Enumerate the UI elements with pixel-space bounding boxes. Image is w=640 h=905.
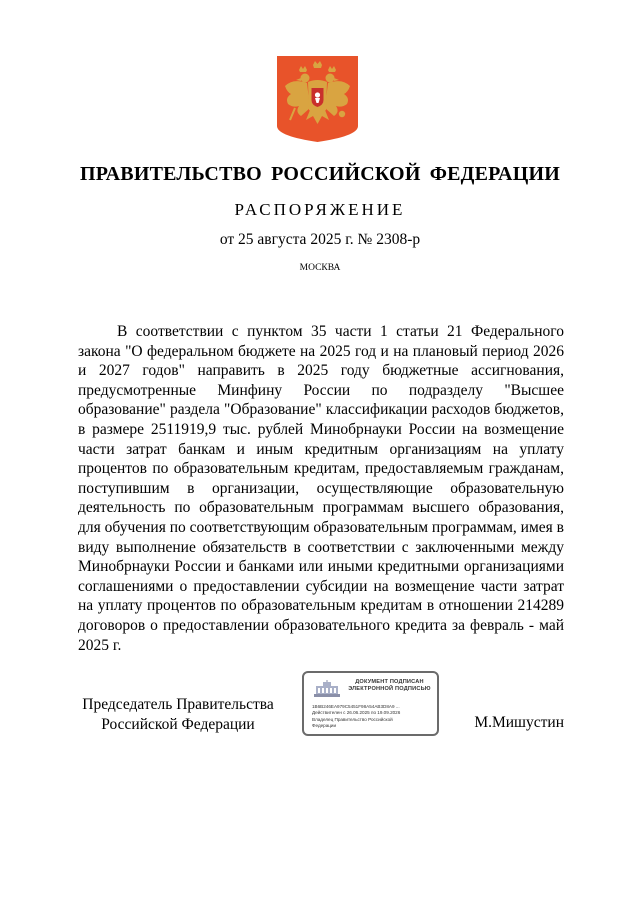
document-city: МОСКВА <box>299 263 341 273</box>
government-title: ПРАВИТЕЛЬСТВО РОССИЙСКОЙ ФЕДЕРАЦИИ <box>80 163 560 185</box>
document-date-number: от 25 августа 2025 г. № 2308-р <box>219 231 421 248</box>
stamp-heading-line-1: ДОКУМЕНТ ПОДПИСАН <box>355 679 424 685</box>
electronic-signature-stamp <box>302 671 439 736</box>
stamp-details <box>312 704 400 729</box>
stamp-certificate: 1B6B246EA979C5451F98A54AB3D8A9 ... <box>312 704 400 709</box>
double-headed-eagle-icon <box>277 56 358 142</box>
stamp-owner-line-2: Федерации <box>312 722 337 728</box>
stamp-owner-line-1: Владелец Правительство Российской <box>312 716 393 722</box>
stamp-heading-line-2: ЭЛЕКТРОННОЙ ПОДПИСЬЮ <box>348 686 431 693</box>
government-building-icon <box>314 680 340 697</box>
signer-position-line-2: Российской Федерации <box>101 715 255 733</box>
document-type: РАСПОРЯЖЕНИЕ <box>234 200 406 219</box>
stamp-validity: Действителен с 26.06.2025 по 19.09.2026 <box>312 710 401 716</box>
stamp-heading <box>342 679 437 694</box>
coat-of-arms-emblem <box>277 56 358 142</box>
signer-position-line-1: Председатель Правительства <box>82 696 274 713</box>
signer-name: М.Мишустин <box>474 714 564 731</box>
order-text-paragraph: В соответствии с пунктом 35 части 1 статьи 21 Федерального закона "О федеральном бюджете на 2025 год и на плановый период 2026 и 2027 годов" направить в 2025 году бюджетные ассигнования, предусмотренные Минфину России по подразделу "Высшее образование" раздела "Образование" классификации расходов бюджетов, в размере 2511919,9 тыс. рублей Минобрнауки России на возмещение части затрат банкам и иным кредитным организациям на уплату процентов по образовательным кредитам, предоставляемым гражданам, поступившим в организации, осуществляющие образовательную деятельность по образовательным программам высшего образования, для обучения по соответствующим образовательным программам, имея в виду выполнение обязательств в соответствии с заключенными между Минобрнауки России и банками или иными кредитными организациями соглашениями о предоставлении субсидии на возмещение части затрат на уплату процентов по образовательным кредитам в отношении 214289 договоров о предоставлении образовательного кредита за февраль - май 2025 г. <box>78 323 564 654</box>
signer-position <box>78 695 278 734</box>
